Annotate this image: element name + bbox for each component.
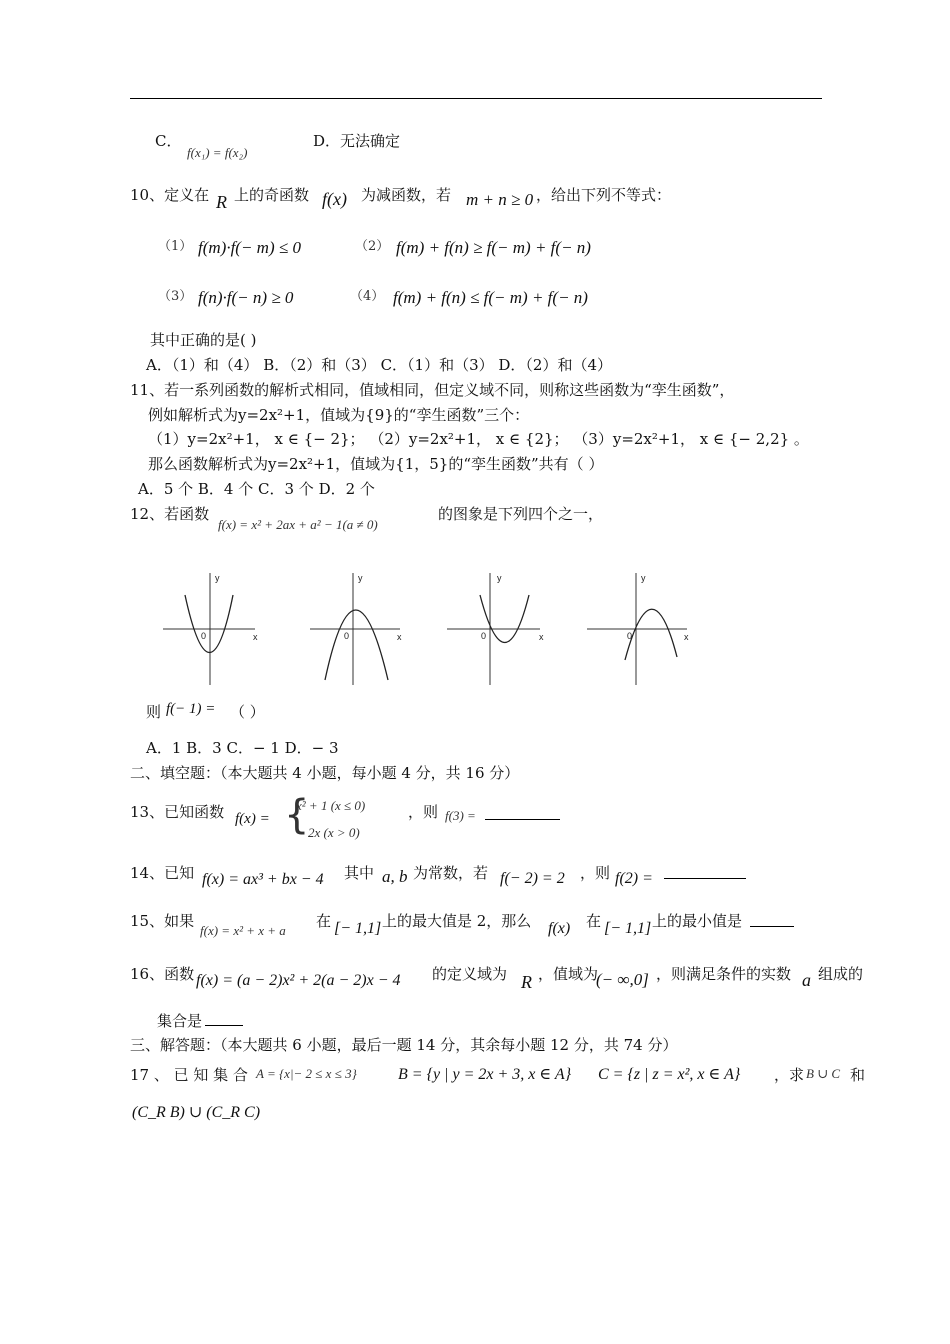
q15-answer-blank [750,912,794,927]
q11-line1: 11、若一系列函数的解析式相同，值域相同，但定义域不同，则称这些函数为“孪生函数”， [130,381,735,399]
q10-stem-c: 为减函数，若 [361,186,452,204]
q12-graph-3-origin: 0 [481,631,487,641]
q12-ask-function: f(− 1) = [166,701,216,717]
q11-line2: 例如解析式为y=2x²+1，值域为{9}的“孪生函数”三个： [148,406,530,424]
q10-item2-label: （2） [355,239,390,254]
q10-item4: f(m) + f(n) ≤ f(− m) + f(− n) [393,288,588,307]
q17-ask: ，求 [774,1066,805,1084]
q12-function: f(x) = x² + 2ax + a² − 1(a ≠ 0) [218,517,378,532]
q16-end: 组成的 [818,965,864,983]
q12-graph-4-x-label: x [684,632,689,642]
q10-domain-r: R [216,192,227,212]
q17-line2: (C_R B) ∪ (C_R C) [132,1104,261,1121]
q11-line4: 那么函数解析式为y=2x²+1，值域为{1，5}的“孪生函数”共有（ ） [148,455,604,473]
q17-set-a: A = {x|− 2 ≤ x ≤ 3} [256,1066,357,1081]
q16-function: f(x) = (a − 2)x² + 2(a − 2)x − 4 [196,972,401,989]
q11-line3: （1）y=2x²+1， x ∈ {− 2}； （2）y=2x²+1， x ∈ {2}； （3）y=2x²+1， x ∈ {− 2,2} 。 [148,430,809,448]
q15-mid: 上的最大值是 2，那么 [382,912,532,930]
q15-interval2: [− 1,1] [604,920,652,937]
q12-graph-3 [447,573,544,685]
q12-choices: A．1 B．3 C．− 1 D．− 3 [146,739,339,757]
q15-stem: 15、如果 [130,912,195,930]
q10-item3-label: （3） [158,289,193,304]
q10-stem-d: ，给出下列不等式： [536,186,672,204]
q14-stem: 14、已知 [130,864,195,882]
q14-ask: f(2) = [615,870,653,887]
q9-choice-c-math: f(x₁) = f(x₂) [187,145,248,160]
q13-then: ，则 [408,803,439,821]
q12-graph-options [155,565,715,690]
q12-graph-2-y-label: y [358,573,363,583]
q16-mid3: ，则满足条件的实数 [656,965,792,983]
q17-set-c: C = {z | z = x², x ∈ A} [598,1066,741,1083]
q10-choices: A．（1）和（4） B．（2）和（3） C．（1）和（3） D．（2）和（4） [146,356,613,374]
q12-ask-b: （ ） [230,703,265,721]
q13-stem: 13、已知函数 [130,803,225,821]
q16-stem: 16、函数 [130,965,195,983]
q15-interval1: [− 1,1] [334,920,382,937]
q12-graph-3-x-label: x [539,632,544,642]
q14-given: f(− 2) = 2 [500,870,565,887]
q15-function: f(x) = x² + x + a [200,923,286,938]
q12-graph-2 [310,573,402,685]
section3-heading: 三、解答题：（本大题共 6 小题，最后一题 14 分，其余每小题 12 分，共 74 分） [130,1036,678,1054]
q12-graph-4-origin: 0 [627,631,633,641]
q10-item4-label: （4） [350,289,385,304]
q10-condition: m + n ≥ 0 [466,190,534,209]
q13-ask: f(3) = [445,808,476,823]
q14-mid2: 为常数，若 [413,864,489,882]
q13-brace: { [284,792,310,838]
q12-graph-4 [587,573,689,685]
q10-item1-label: （1） [158,239,193,254]
q12-graph-2-x-label: x [397,632,402,642]
q9-choice-c-label: C． [155,132,182,150]
q12-stem-a: 12、若函数 [130,505,210,523]
q13-fx: f(x) = [235,811,270,827]
q15-in1: 在 [316,912,332,930]
q12-graph-1-origin: 0 [201,631,207,641]
q10-function: f(x) [322,189,347,209]
q12-ask-a: 则 [146,703,162,721]
q13-case2: − 2x (x > 0) [296,825,360,840]
q12-graph-2-origin: 0 [344,631,350,641]
q12-graph-1-x-label: x [253,632,258,642]
q17-and: 和 [850,1066,866,1084]
q15-function2: f(x) [548,920,571,937]
q16-a: a [802,970,811,990]
q11-choices: A．5 个 B．4 个 C．3 个 D．2 个 [138,480,375,498]
q16-answer-blank [205,1011,243,1026]
q10-stem-a: 10、定义在 [130,186,210,204]
q14-function: f(x) = ax³ + bx − 4 [202,871,324,888]
q14-then: ，则 [580,864,611,882]
q14-mid: 其中 [344,864,375,882]
q17-stem: 17 、 已 知 集 合 [130,1066,248,1084]
q17-set-b: B = {y | y = 2x + 3, x ∈ A} [398,1066,572,1083]
q10-item2: f(m) + f(n) ≥ f(− m) + f(− n) [396,238,591,257]
q15-end: 上的最小值是 [652,912,743,930]
q10-stem-b: 上的奇函数 [234,186,310,204]
q14-ab: a, b [382,867,408,886]
q10-ask: 其中正确的是( ) [150,331,257,349]
q12-graph-4-y-label: y [641,573,646,583]
q10-item1: f(m)·f(− m) ≤ 0 [198,238,301,257]
q13-case1: x² + 1 (x ≤ 0) [296,798,366,813]
q15-in2: 在 [586,912,602,930]
q12-graph-1 [163,573,258,685]
q16-range: (− ∞,0] [596,970,649,989]
q16-mid: 的定义域为 [432,965,508,983]
q12-stem-b: 的图象是下列四个之一， [438,505,604,523]
section2-heading: 二、填空题：（本大题共 4 小题，每小题 4 分，共 16 分） [130,764,520,782]
q12-graph-3-y-label: y [497,573,502,583]
q13-answer-blank [485,805,560,820]
q12-graph-1-y-label: y [215,573,220,583]
q10-item3: f(n)·f(− n) ≥ 0 [198,288,294,307]
q14-answer-blank [664,864,746,879]
q17-union: B ∪ C [806,1066,841,1081]
q16-mid2: ，值域为 [538,965,599,983]
header-rule [130,98,822,99]
q16-line2: 集合是 [157,1012,203,1030]
q16-domain-r: R [521,972,532,992]
q9-choice-d: D．无法确定 [313,132,401,150]
